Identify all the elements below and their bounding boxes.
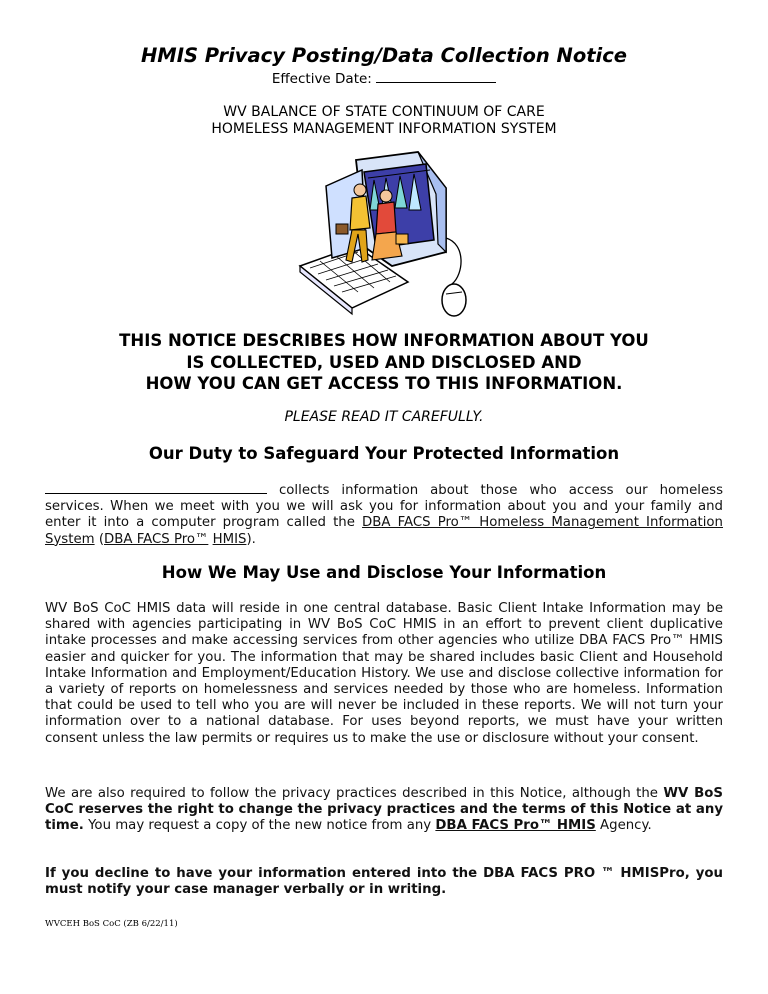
notice-banner (0, 330, 768, 395)
privacy-text-c: Agency (600, 818, 648, 834)
please-read-note: PLEASE READ IT CAREFULLY. (284, 409, 484, 425)
computer-people-clipart (296, 148, 474, 324)
facs-pro-link[interactable]: DBA FACS Pro™ (104, 531, 209, 547)
notice-line-1: THIS NOTICE DESCRIBES HOW INFORMATION ABOUT YOU (119, 331, 649, 350)
privacy-text-end: . (647, 818, 652, 834)
duty-text-a: collects information about those who access our homeless services. When we meet with you we will ask you for information about you and your family and enter it into a computer program called the (45, 483, 723, 531)
notice-line-3: HOW YOU CAN GET ACCESS TO THIS INFORMATION. (145, 374, 623, 393)
footer-code: WVCEH BoS CoC (ZB 6/22/11) (45, 919, 178, 929)
hmis-system-link[interactable]: DBA FACS Pro™ Homeless Management Information System (45, 515, 723, 547)
effective-date-blank (376, 70, 496, 83)
agency-name-blank (45, 482, 267, 494)
org-line-2: HOMELESS MANAGEMENT INFORMATION SYSTEM (211, 121, 557, 137)
use-paragraph-2 (45, 786, 723, 835)
duty-paragraph (45, 482, 723, 548)
notice-line-2: IS COLLECTED, USED AND DISCLOSED AND (186, 352, 582, 372)
decline-paragraph: If you decline to have your information entered into the DBA FACS PRO ™ HMISPro, you must notify your case manager verbally or in writing. (45, 866, 723, 898)
hmis-link[interactable]: HMIS (212, 531, 247, 547)
duty-text-b: ( (98, 531, 105, 547)
duty-text-c: ). (246, 531, 256, 547)
section-heading-use: How We May Use and Disclose Your Information (161, 563, 607, 582)
org-line-1: WV BALANCE OF STATE CONTINUUM OF CARE (223, 104, 545, 120)
facs-pro-hmis-link[interactable]: DBA FACS Pro™ HMIS (435, 818, 596, 834)
effective-date-line (0, 70, 768, 87)
privacy-text-b: You may request a copy of the new notice from any (88, 818, 432, 834)
privacy-text-a: We are also required to follow the privacy practices described in this Notice, although the (45, 786, 658, 801)
privacy-text-bold: WV BoS CoC reserves the right to change the privacy practices and the terms of this Notice at any time. (45, 786, 723, 834)
organization-heading (0, 104, 768, 138)
page-title: HMIS Privacy Posting/Data Collection Notice (140, 44, 628, 67)
effective-date-label: Effective Date: (271, 71, 372, 87)
use-paragraph-1: WV BoS CoC HMIS data will reside in one central database. Basic Client Intake Information may be shared with agencies participating in WV BoS CoC HMIS in an effort to prevent client duplicative intake processes and make accessing services from other agencies who utilize DBA FACS Pro™ HMIS easier and quicker for you. The information that may be shared includes basic Client and Household Intake Information and Employment/Education History. We use and disclose collective information for a variety of reports on homelessness and services needed by those who are homeless. Information that could be used to tell who you are will never be included in these reports. We will not turn your information over to a national database. For uses beyond reports, we must have your written consent unless the law permits or requires us to make the use or disclosure without your consent. (45, 601, 723, 746)
section-heading-duty: Our Duty to Safeguard Your Protected Information (148, 444, 620, 463)
